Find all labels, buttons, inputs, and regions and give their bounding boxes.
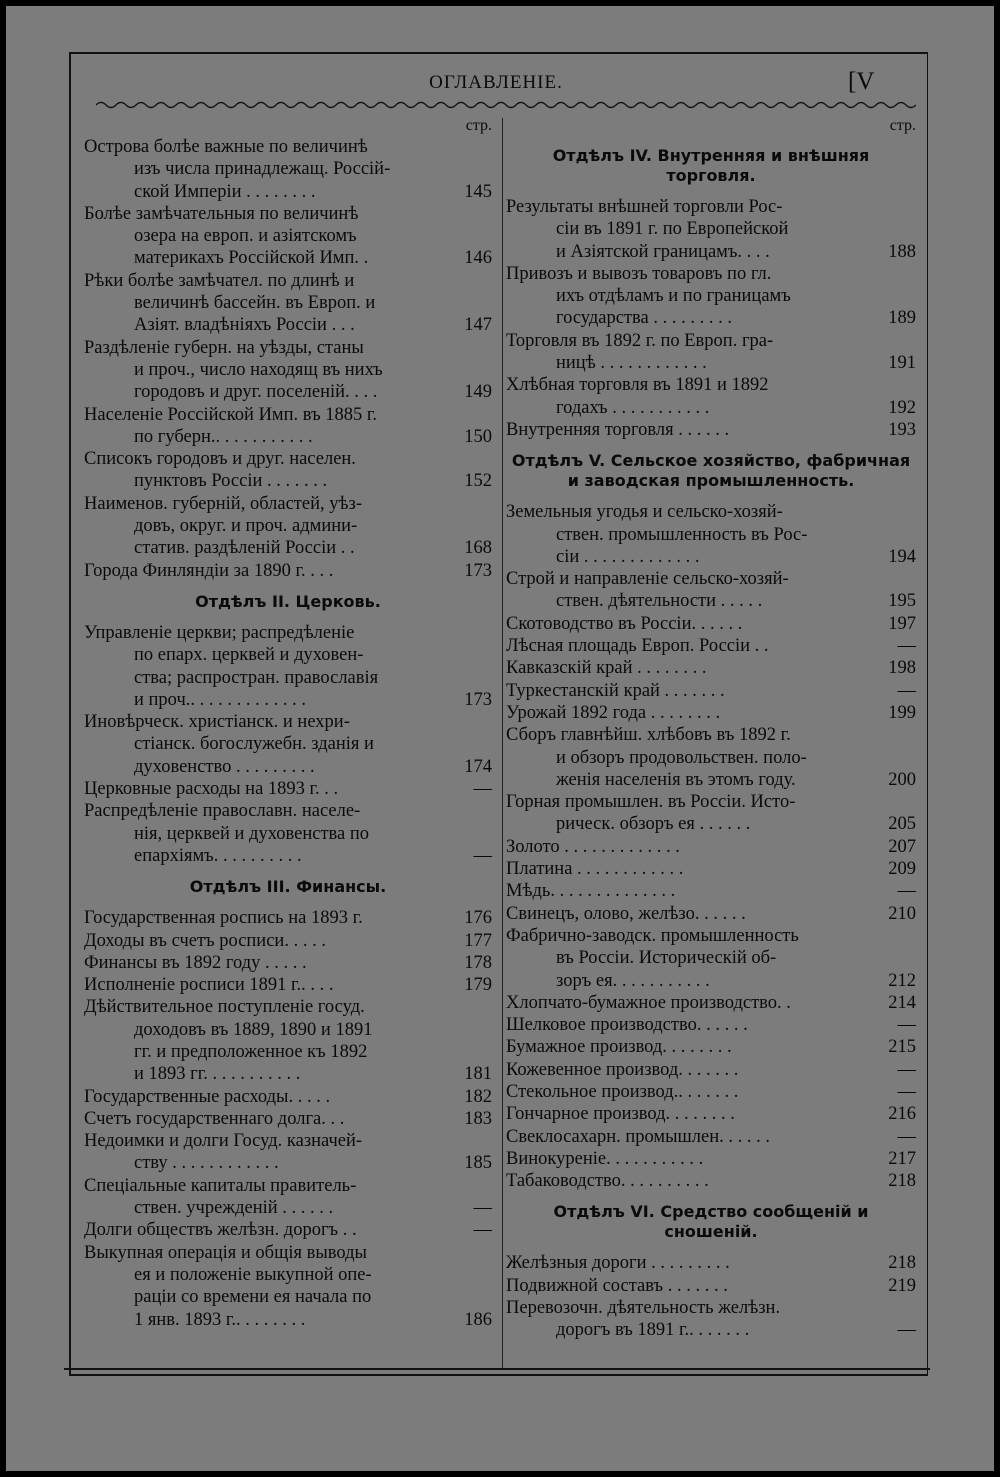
toc-entry-line: Табаководство. . . . . . . . . . <box>506 1171 709 1192</box>
toc-entry <box>84 1108 492 1130</box>
toc-entry-line: Государственные расходы. . . . . <box>84 1086 331 1107</box>
toc-entry-line: Строй и направленіе сельско-хозяй- <box>506 569 789 590</box>
toc-entry <box>506 680 916 702</box>
toc-entry-page: 199 <box>888 702 916 723</box>
toc-entry-line: Государственная роспись на 1893 г. <box>84 908 363 929</box>
toc-entry-line: Кожевенное производ. . . . . . . <box>506 1059 739 1080</box>
toc-entry <box>506 330 916 375</box>
toc-column-left <box>84 116 492 1331</box>
toc-entry-line: духовенство . . . . . . . . . <box>134 756 315 777</box>
toc-entry-line: пунктовъ Россіи . . . . . . . <box>134 471 328 492</box>
toc-entry-page: 173 <box>464 689 492 710</box>
toc-entry-line: сіи . . . . . . . . . . . . . <box>556 546 700 567</box>
toc-entry-line: Спеціальные капиталы правитель- <box>84 1175 357 1196</box>
toc-entry-line: Бумажное производ. . . . . . . . <box>506 1037 732 1058</box>
toc-entry <box>506 1252 916 1274</box>
toc-entry-page: 215 <box>888 1037 916 1058</box>
toc-entry-line: ской Имперіи . . . . . . . . <box>134 181 316 202</box>
toc-entry <box>506 1148 916 1170</box>
toc-entry-page: — <box>897 1059 916 1080</box>
toc-entry <box>84 1219 492 1241</box>
section-heading: Отдѣлъ V. Сельское хозяйство, фабричная и заводская промышленность. <box>511 451 911 491</box>
column-divider <box>502 118 503 1368</box>
toc-entry-page: — <box>897 1081 916 1102</box>
toc-entry-line: зоръ ея. . . . . . . . . . . <box>556 970 710 991</box>
toc-entry <box>506 992 916 1014</box>
toc-entry-line: Хлѣбная торговля въ 1891 и 1892 <box>506 375 769 396</box>
toc-entry <box>84 952 492 974</box>
toc-entry-page: 186 <box>464 1309 492 1330</box>
toc-entry-line: Раздѣленіе губерн. на уѣзды, станы <box>84 337 364 358</box>
toc-entry-page: 200 <box>888 769 916 790</box>
toc-entry-line: Подвижной составъ . . . . . . . <box>506 1275 728 1296</box>
toc-entry-page: 194 <box>888 546 916 567</box>
toc-entry-line: Выкупная операція и общія выводы <box>84 1242 367 1263</box>
toc-entry-page: 177 <box>464 930 492 951</box>
toc-entry-page: 207 <box>888 836 916 857</box>
toc-entry-line: величинѣ бассейн. въ Европ. и <box>134 293 376 314</box>
toc-entry-line: и обзоръ продовольствен. поло- <box>556 747 807 768</box>
toc-entry-page: — <box>897 1126 916 1147</box>
toc-entry-line: Перевозочн. дѣятельность желѣзн. <box>506 1298 781 1319</box>
toc-entry-page: 145 <box>464 181 492 202</box>
toc-entry <box>506 568 916 613</box>
toc-entry <box>84 404 492 449</box>
toc-entry-line: Наименов. губерній, областей, уѣз- <box>84 493 363 514</box>
toc-entry-page: 197 <box>888 613 916 634</box>
toc-entry <box>84 930 492 952</box>
toc-entry-page: 195 <box>888 591 916 612</box>
toc-entry <box>84 974 492 996</box>
toc-entry-line: Стекольное производ.. . . . . . . <box>506 1081 739 1102</box>
toc-entry-line: Туркестанскій край . . . . . . . <box>506 680 725 701</box>
toc-entry <box>506 702 916 724</box>
toc-entry <box>506 1081 916 1103</box>
toc-entry-line: Золото . . . . . . . . . . . . . <box>506 836 680 857</box>
toc-entry-line: Управленіе церкви; распредѣленіе <box>84 622 355 643</box>
toc-entry-page: 210 <box>888 903 916 924</box>
toc-entry-line: гг. и предположенное къ 1892 <box>134 1041 368 1062</box>
toc-entry <box>506 724 916 791</box>
toc-entry-line: ства; распростран. православія <box>134 667 379 688</box>
toc-entry-line: Мѣдь. . . . . . . . . . . . . . <box>506 881 676 902</box>
toc-entry-line: по епарх. церквей и духовен- <box>134 645 364 666</box>
toc-entry-page: 174 <box>464 756 492 777</box>
toc-entry-page: 147 <box>464 315 492 336</box>
toc-entry-line: Внутренняя торговля . . . . . . <box>506 419 730 440</box>
toc-entry <box>506 657 916 679</box>
scanned-page <box>6 6 994 1471</box>
toc-entry <box>84 800 492 867</box>
toc-entry-line: Недоимки и долги Госуд. казначей- <box>84 1131 363 1152</box>
toc-entry <box>84 1130 492 1175</box>
toc-entry-line: Города Финляндіи за 1890 г. . . . <box>84 560 334 581</box>
toc-entry-page: 218 <box>888 1253 916 1274</box>
toc-entry-line: изъ числа принадлежащ. Россій- <box>134 159 391 180</box>
toc-entry <box>506 1297 916 1342</box>
toc-entry <box>84 1086 492 1108</box>
toc-entry-line: епархіямъ. . . . . . . . . . <box>134 845 302 866</box>
toc-entry-line: Распредѣленіе православн. населе- <box>84 801 361 822</box>
page-column-label: стр. <box>889 117 916 134</box>
toc-entry-line: Рѣки болѣе замѣчател. по длинѣ и <box>84 270 355 291</box>
toc-entry-line: нія, церквей и духовенства по <box>134 823 370 844</box>
toc-entry-line: стіанск. богослужебн. зданія и <box>134 734 374 755</box>
toc-entry-line: Доходы въ счетъ росписи. . . . . <box>84 930 326 951</box>
toc-entry-line: Земельныя угодья и сельско-хозяй- <box>506 502 783 523</box>
toc-entry-page: 216 <box>888 1104 916 1125</box>
toc-column-right <box>506 116 916 1342</box>
toc-entry-line: женія населенія въ этомъ году. <box>556 769 796 790</box>
toc-entry-page: 218 <box>888 1171 916 1192</box>
toc-entry-page: 188 <box>888 241 916 262</box>
toc-entry-line: ея и положеніе выкупной опе- <box>134 1264 372 1285</box>
toc-entry-line: 1 янв. 1893 г.. . . . . . . . <box>134 1309 306 1330</box>
section-heading: Отдѣлъ IV. Внутренняя и внѣшняя торговля. <box>552 146 870 185</box>
toc-entry-page: 198 <box>888 658 916 679</box>
toc-entry-page: 179 <box>464 975 492 996</box>
toc-entry-page: 182 <box>464 1086 492 1107</box>
toc-entry-line: и Азіятской границамъ. . . . <box>556 241 770 262</box>
toc-entry-line: материкахъ Россійской Имп. . <box>134 248 369 269</box>
toc-entry <box>506 925 916 992</box>
toc-entry-line: Списокъ городовъ и друг. населен. <box>84 449 356 470</box>
toc-entry-line: Иновѣрческ. христіанск. и нехри- <box>84 712 350 733</box>
toc-entry-page: — <box>473 845 492 866</box>
toc-entry-page: 205 <box>888 814 916 835</box>
toc-entry <box>84 711 492 778</box>
section-heading: Отдѣлъ II. Церковь. <box>195 591 381 611</box>
toc-entry <box>84 270 492 337</box>
toc-entry-line: Результаты внѣшней торговли Рос- <box>506 197 783 217</box>
page-number: [V <box>848 68 875 95</box>
toc-entry-line: и проч.. . . . . . . . . . . . . <box>134 689 307 710</box>
toc-entry <box>506 196 916 263</box>
toc-entry <box>506 1275 916 1297</box>
toc-entry-page: — <box>473 1198 492 1219</box>
toc-entry-line: Хлопчато-бумажное производство. . <box>506 992 791 1013</box>
toc-entry <box>506 1170 916 1192</box>
toc-entry-page: 192 <box>888 397 916 418</box>
toc-entry <box>84 996 492 1085</box>
toc-entry <box>84 337 492 404</box>
toc-entry <box>506 635 916 657</box>
toc-entry-line: Гончарное производ. . . . . . . . <box>506 1104 735 1125</box>
toc-entry-line: Урожай 1892 года . . . . . . . . <box>506 702 721 723</box>
page-title: ОГЛАВЛЕНІЕ. <box>429 72 563 93</box>
section-heading: Отдѣлъ III. Финансы. <box>189 877 387 897</box>
toc-entry-page: — <box>473 779 492 800</box>
toc-entry-line: Горная промышлен. въ Россіи. Исто- <box>506 792 796 813</box>
toc-entry-line: Лѣсная площадь Европ. Россіи . . <box>506 636 769 657</box>
toc-entry <box>506 613 916 635</box>
decorative-wavy-rule <box>96 98 916 112</box>
toc-entry-line: Кавказскій край . . . . . . . . <box>506 658 707 679</box>
toc-entry-line: въ Россіи. Историческій об- <box>556 948 777 969</box>
toc-entry-line: Финансы въ 1892 году . . . . . <box>84 952 307 973</box>
toc-entry <box>506 858 916 880</box>
toc-entry <box>506 903 916 925</box>
toc-entry-line: рическ. обзоръ ея . . . . . . <box>556 814 751 835</box>
toc-entry-line: Острова болѣе важные по величинѣ <box>84 137 368 157</box>
toc-entry-line: ствен. дѣятельности . . . . . <box>556 591 763 612</box>
toc-entry <box>84 1242 492 1331</box>
toc-entry-page: 185 <box>464 1153 492 1174</box>
page-frame-bottom-rule <box>64 1368 930 1370</box>
toc-entry-line: Привозъ и вывозъ товаровъ по гл. <box>506 263 772 284</box>
toc-entry <box>506 880 916 902</box>
toc-entry <box>84 778 492 800</box>
toc-entry-line: доходовъ въ 1889, 1890 и 1891 <box>134 1019 373 1040</box>
toc-entry-page: 176 <box>464 908 492 929</box>
toc-entry-line: ству . . . . . . . . . . . . <box>134 1153 279 1174</box>
toc-entry-line: Дѣйствительное поступленіе госуд. <box>84 997 365 1018</box>
toc-entry-line: ихъ отдѣламъ и по границамъ <box>556 286 791 307</box>
toc-entry-line: Свеклосахарн. промышлен. . . . . . <box>506 1126 771 1147</box>
toc-entry-page: — <box>473 1220 492 1241</box>
toc-entry <box>84 907 492 929</box>
toc-entry-page: 178 <box>464 952 492 973</box>
toc-entry-line: Населеніе Россійской Имп. въ 1885 г. <box>84 404 378 425</box>
toc-entry <box>84 1175 492 1220</box>
toc-entry <box>506 1036 916 1058</box>
toc-entry-line: ницѣ . . . . . . . . . . . . <box>556 353 707 374</box>
toc-entry-line: статив. раздѣленій Россіи . . <box>134 538 355 559</box>
toc-entry-page: 193 <box>888 419 916 440</box>
toc-entry-line: озера на европ. и азіятскомъ <box>134 226 357 247</box>
toc-entry-page: 214 <box>888 992 916 1013</box>
toc-entry <box>506 374 916 419</box>
toc-entry-line: ствен. промышленность въ Рос- <box>556 524 808 545</box>
toc-entry-line: Платина . . . . . . . . . . . . <box>506 859 684 880</box>
toc-entry-line: городовъ и друг. поселеній. . . . <box>134 382 378 403</box>
toc-entry-line: сіи въ 1891 г. по Европейской <box>556 219 789 240</box>
toc-entry-page: 181 <box>464 1064 492 1085</box>
toc-entry-line: Желѣзныя дороги . . . . . . . . . <box>506 1253 730 1274</box>
toc-entry-page: — <box>897 1015 916 1036</box>
toc-entry-line: и 1893 гг. . . . . . . . . . . <box>134 1064 301 1085</box>
toc-entry <box>84 493 492 560</box>
toc-entry <box>506 836 916 858</box>
toc-entry <box>506 419 916 441</box>
toc-entry <box>84 203 492 270</box>
toc-entry <box>84 560 492 582</box>
toc-entry-line: ствен. учрежденій . . . . . . <box>134 1198 334 1219</box>
toc-entry-page: 219 <box>888 1275 916 1296</box>
toc-entry-page: 149 <box>464 382 492 403</box>
toc-entry-line: Винокуреніе. . . . . . . . . . . <box>506 1148 704 1169</box>
toc-entry <box>506 1126 916 1148</box>
toc-entry-page: — <box>897 636 916 657</box>
toc-entry <box>506 791 916 836</box>
toc-entry-line: Исполненіе росписи 1891 г.. . . . <box>84 975 334 996</box>
toc-entry-line: Болѣе замѣчательныя по величинѣ <box>84 203 359 224</box>
toc-entry-line: по губерн.. . . . . . . . . . . <box>134 426 313 447</box>
toc-entry-page: 152 <box>464 471 492 492</box>
toc-entry <box>84 622 492 711</box>
toc-entry <box>506 1059 916 1081</box>
toc-entry-line: довъ, округ. и проч. админи- <box>134 516 358 537</box>
toc-entry-line: дорогъ въ 1891 г.. . . . . . . <box>556 1320 750 1341</box>
toc-entry-page: 168 <box>464 538 492 559</box>
toc-entry-page: 212 <box>888 970 916 991</box>
toc-entry-line: Свинецъ, олово, желѣзо. . . . . . <box>506 903 746 924</box>
toc-entry-page: 209 <box>888 859 916 880</box>
toc-entry-page: — <box>897 1320 916 1341</box>
toc-entry-line: Азіят. владѣніяхъ Россіи . . . <box>134 315 355 336</box>
toc-entry-line: Шелковое производство. . . . . . <box>506 1015 748 1036</box>
toc-entry-line: Счетъ государственнаго долга. . . <box>84 1108 345 1129</box>
toc-entry <box>506 1014 916 1036</box>
toc-entry-page: 183 <box>464 1108 492 1129</box>
toc-entry-line: раціи со времени ея начала по <box>134 1287 372 1308</box>
toc-entry-page: — <box>897 881 916 902</box>
toc-entry-page: — <box>897 680 916 701</box>
toc-entry-line: Фабрично-заводск. промышленность <box>506 925 799 946</box>
toc-entry-page: 173 <box>464 560 492 581</box>
toc-entry-line: Долги обществъ желѣзн. дорогъ . . <box>84 1220 357 1241</box>
toc-entry-page: 217 <box>888 1148 916 1169</box>
toc-entry-line: Скотоводство въ Россіи. . . . . . <box>506 613 743 634</box>
toc-entry-page: 146 <box>464 248 492 269</box>
toc-entry <box>84 448 492 493</box>
toc-entry-line: Сборъ главнѣйш. хлѣбовъ въ 1892 г. <box>506 725 791 746</box>
section-heading: Отдѣлъ VI. Средство сообщеній и сношеній. <box>553 1202 869 1242</box>
toc-entry <box>84 136 492 203</box>
toc-entry <box>506 501 916 568</box>
toc-entry <box>506 1103 916 1125</box>
toc-entry-line: государства . . . . . . . . . <box>556 308 733 329</box>
toc-entry-line: годахъ . . . . . . . . . . . <box>556 397 710 418</box>
toc-entry-line: Торговля въ 1892 г. по Европ. гра- <box>506 330 774 351</box>
toc-entry-page: 150 <box>464 426 492 447</box>
toc-entry-line: Церковные расходы на 1893 г. . . <box>84 779 339 800</box>
toc-entry-line: и проч., число находящ въ нихъ <box>134 359 383 380</box>
page-column-label: стр. <box>465 117 492 134</box>
toc-entry-page: 189 <box>888 308 916 329</box>
toc-entry-page: 191 <box>888 353 916 374</box>
toc-entry <box>506 263 916 330</box>
